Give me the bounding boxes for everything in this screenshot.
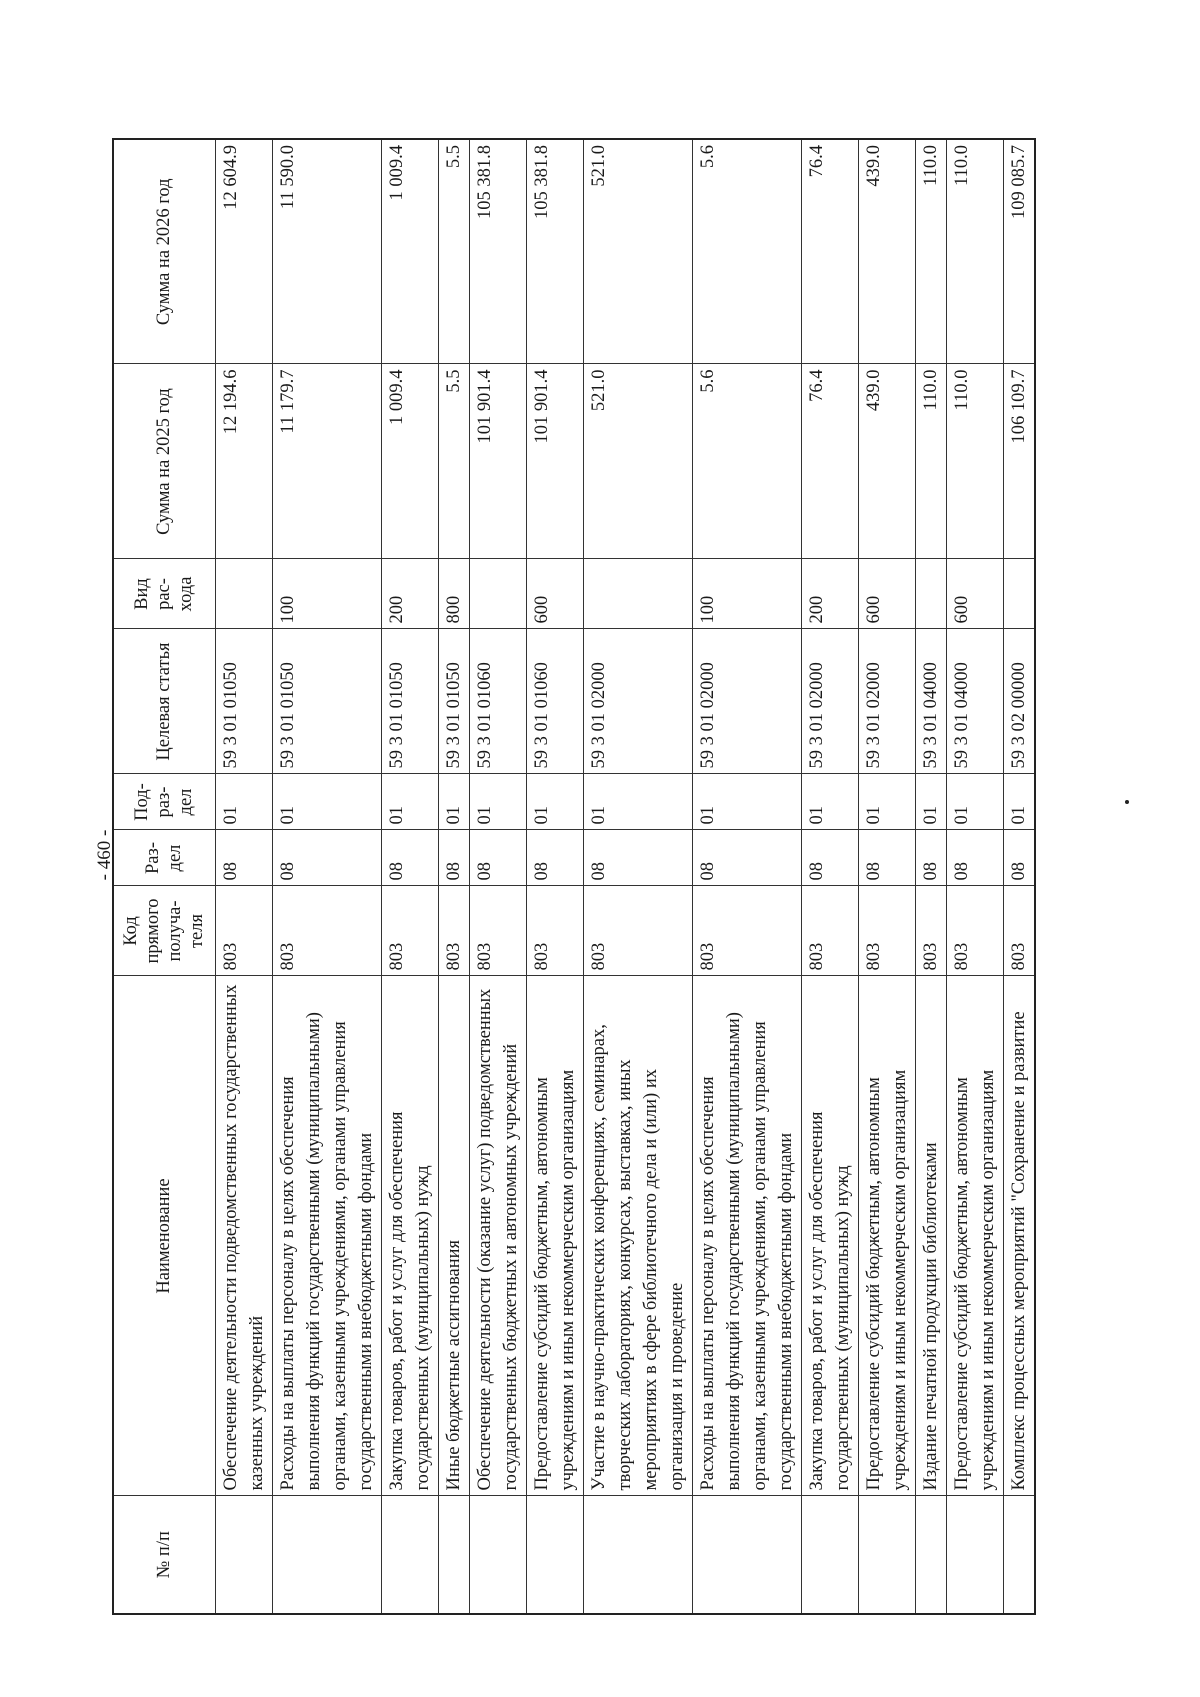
cell-sum2026: 105 381.8 — [469, 139, 526, 364]
cell-name: Предоставление субсидий бюджетным, автономным учреждениям и иным некоммерческим организациям — [946, 976, 1003, 1496]
cell-name: Закупка товаров, работ и услуг для обеспечения государственных (муниципальных) нужд — [381, 976, 438, 1496]
cell-subsection: 01 — [858, 774, 915, 830]
cell-sum2025: 1 009.4 — [381, 364, 438, 559]
header-row — [113, 139, 215, 1614]
cell-recipient: 803 — [858, 886, 915, 976]
cell-name: Обеспечение деятельности (оказание услуг) подведомственных государственных бюджетных и автономных учреждений — [469, 976, 526, 1496]
cell-expense: 600 — [858, 559, 915, 629]
cell-no — [469, 1496, 526, 1614]
cell-recipient: 803 — [215, 886, 272, 976]
table-row — [1003, 139, 1035, 1614]
cell-target: 59 3 01 01050 — [438, 629, 469, 774]
col-header-section: Раз-дел — [113, 830, 215, 886]
cell-sum2025: 101 901.4 — [526, 364, 583, 559]
cell-name: Предоставление субсидий бюджетным, автономным учреждениям и иным некоммерческим организациям — [858, 976, 915, 1496]
cell-target: 59 3 01 02000 — [858, 629, 915, 774]
cell-sum2025: 76.4 — [801, 364, 858, 559]
cell-section: 08 — [858, 830, 915, 886]
cell-sum2026: 5.6 — [692, 139, 801, 364]
table-row — [946, 139, 1003, 1614]
table-row — [692, 139, 801, 1614]
table-row — [272, 139, 381, 1614]
cell-subsection: 01 — [583, 774, 692, 830]
cell-sum2026: 105 381.8 — [526, 139, 583, 364]
cell-no — [946, 1496, 1003, 1614]
cell-section: 08 — [583, 830, 692, 886]
cell-subsection: 01 — [946, 774, 1003, 830]
col-header-sum2025: Сумма на 2025 год — [113, 364, 215, 559]
cell-target: 59 3 01 01060 — [469, 629, 526, 774]
cell-sum2025: 5.6 — [692, 364, 801, 559]
cell-sum2025: 101 901.4 — [469, 364, 526, 559]
cell-no — [692, 1496, 801, 1614]
cell-subsection: 01 — [915, 774, 946, 830]
cell-sum2026: 439.0 — [858, 139, 915, 364]
cell-recipient: 803 — [272, 886, 381, 976]
cell-expense: 800 — [438, 559, 469, 629]
col-header-sum2026: Сумма на 2026 год — [113, 139, 215, 364]
cell-expense: 200 — [801, 559, 858, 629]
cell-name: Комплекс процессных мероприятий "Сохранение и развитие — [1003, 976, 1035, 1496]
cell-section: 08 — [438, 830, 469, 886]
table-row — [438, 139, 469, 1614]
cell-subsection: 01 — [381, 774, 438, 830]
table-row — [469, 139, 526, 1614]
cell-sum2026: 109 085.7 — [1003, 139, 1035, 364]
cell-recipient: 803 — [469, 886, 526, 976]
cell-expense: 600 — [526, 559, 583, 629]
cell-sum2026: 521.0 — [583, 139, 692, 364]
cell-section: 08 — [215, 830, 272, 886]
cell-no — [438, 1496, 469, 1614]
cell-sum2025: 110.0 — [946, 364, 1003, 559]
cell-no — [215, 1496, 272, 1614]
cell-no — [272, 1496, 381, 1614]
cell-sum2025: 106 109.7 — [1003, 364, 1035, 559]
cell-section: 08 — [1003, 830, 1035, 886]
cell-expense: 200 — [381, 559, 438, 629]
cell-name: Участие в научно-практических конференциях, семинарах, творческих лабораториях, конкурсах, выставках, иных мероприятиях в сфере библиотечного дела и (или) их организация и проведение — [583, 976, 692, 1496]
cell-subsection: 01 — [469, 774, 526, 830]
cell-subsection: 01 — [1003, 774, 1035, 830]
cell-no — [915, 1496, 946, 1614]
cell-subsection: 01 — [801, 774, 858, 830]
cell-target: 59 3 01 01060 — [526, 629, 583, 774]
cell-recipient: 803 — [1003, 886, 1035, 976]
cell-recipient: 803 — [915, 886, 946, 976]
budget-table — [112, 138, 1036, 1615]
cell-expense: 100 — [692, 559, 801, 629]
cell-sum2026: 5.5 — [438, 139, 469, 364]
cell-name: Закупка товаров, работ и услуг для обеспечения государственных (муниципальных) нужд — [801, 976, 858, 1496]
cell-name: Иные бюджетные ассигнования — [438, 976, 469, 1496]
cell-target: 59 3 01 04000 — [915, 629, 946, 774]
cell-subsection: 01 — [526, 774, 583, 830]
cell-no — [801, 1496, 858, 1614]
table-row — [858, 139, 915, 1614]
cell-recipient: 803 — [381, 886, 438, 976]
cell-name: Предоставление субсидий бюджетным, автономным учреждениям и иным некоммерческим организациям — [526, 976, 583, 1496]
table-row — [583, 139, 692, 1614]
cell-sum2025: 110.0 — [915, 364, 946, 559]
cell-section: 08 — [915, 830, 946, 886]
cell-subsection: 01 — [692, 774, 801, 830]
cell-expense — [915, 559, 946, 629]
cell-section: 08 — [272, 830, 381, 886]
cell-subsection: 01 — [272, 774, 381, 830]
cell-section: 08 — [381, 830, 438, 886]
cell-name: Обеспечение деятельности подведомственных государственных казенных учреждений — [215, 976, 272, 1496]
cell-name: Расходы на выплаты персоналу в целях обеспечения выполнения функций государственными (муниципальными) органами, казенными учреждениями, органами управления государственными внебюджетными фондами — [692, 976, 801, 1496]
cell-expense — [215, 559, 272, 629]
cell-no — [583, 1496, 692, 1614]
cell-subsection: 01 — [215, 774, 272, 830]
table-row — [215, 139, 272, 1614]
table-row — [526, 139, 583, 1614]
cell-no — [858, 1496, 915, 1614]
cell-sum2025: 5.5 — [438, 364, 469, 559]
cell-sum2026: 11 590.0 — [272, 139, 381, 364]
col-header-recipient: Код прямого получа-теля — [113, 886, 215, 976]
cell-target: 59 3 01 02000 — [583, 629, 692, 774]
cell-target: 59 3 01 04000 — [946, 629, 1003, 774]
cell-sum2025: 521.0 — [583, 364, 692, 559]
cell-subsection: 01 — [438, 774, 469, 830]
page-number: - 460 - — [94, 829, 115, 881]
scan-speck — [1125, 800, 1129, 804]
table-row — [801, 139, 858, 1614]
cell-expense: 100 — [272, 559, 381, 629]
cell-sum2026: 76.4 — [801, 139, 858, 364]
cell-expense — [583, 559, 692, 629]
cell-target: 59 3 02 00000 — [1003, 629, 1035, 774]
cell-section: 08 — [692, 830, 801, 886]
table-row — [915, 139, 946, 1614]
cell-recipient: 803 — [526, 886, 583, 976]
cell-name: Расходы на выплаты персоналу в целях обеспечения выполнения функций государственными (муниципальными) органами, казенными учреждениями, органами управления государственными внебюджетными фондами — [272, 976, 381, 1496]
col-header-subsection: Под-раз-дел — [113, 774, 215, 830]
cell-no — [1003, 1496, 1035, 1614]
cell-target: 59 3 01 01050 — [381, 629, 438, 774]
col-header-no: № п/п — [113, 1496, 215, 1614]
col-header-target: Целевая статья — [113, 629, 215, 774]
cell-sum2026: 110.0 — [915, 139, 946, 364]
table-row — [381, 139, 438, 1614]
cell-target: 59 3 01 01050 — [215, 629, 272, 774]
col-header-name: Наименование — [113, 976, 215, 1496]
cell-expense: 600 — [946, 559, 1003, 629]
cell-name: Издание печатной продукции библиотеками — [915, 976, 946, 1496]
cell-no — [381, 1496, 438, 1614]
cell-section: 08 — [946, 830, 1003, 886]
col-header-expense: Вид рас-хода — [113, 559, 215, 629]
cell-section: 08 — [526, 830, 583, 886]
cell-sum2025: 439.0 — [858, 364, 915, 559]
cell-sum2026: 110.0 — [946, 139, 1003, 364]
cell-sum2026: 12 604.9 — [215, 139, 272, 364]
cell-expense — [1003, 559, 1035, 629]
cell-sum2025: 11 179.7 — [272, 364, 381, 559]
cell-expense — [469, 559, 526, 629]
cell-target: 59 3 01 02000 — [692, 629, 801, 774]
cell-sum2026: 1 009.4 — [381, 139, 438, 364]
cell-target: 59 3 01 01050 — [272, 629, 381, 774]
cell-no — [526, 1496, 583, 1614]
cell-recipient: 803 — [583, 886, 692, 976]
cell-sum2025: 12 194.6 — [215, 364, 272, 559]
cell-section: 08 — [801, 830, 858, 886]
cell-recipient: 803 — [438, 886, 469, 976]
budget-table-frame — [112, 140, 1029, 1615]
cell-recipient: 803 — [946, 886, 1003, 976]
cell-recipient: 803 — [692, 886, 801, 976]
cell-recipient: 803 — [801, 886, 858, 976]
cell-target: 59 3 01 02000 — [801, 629, 858, 774]
cell-section: 08 — [469, 830, 526, 886]
